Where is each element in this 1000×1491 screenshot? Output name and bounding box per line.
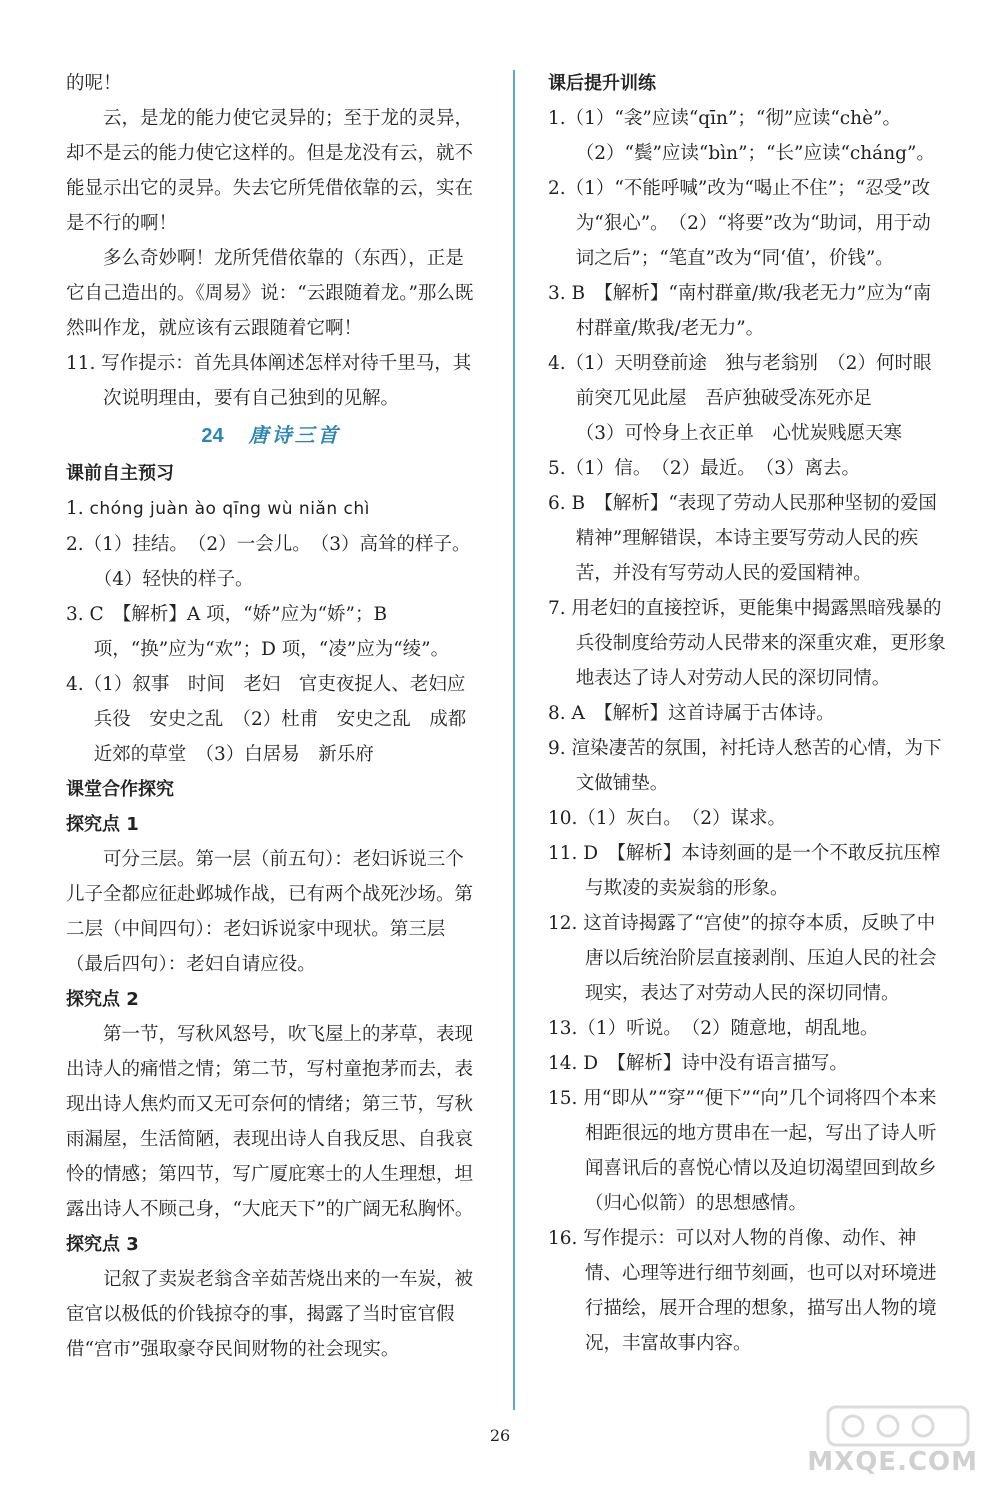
right-column [548, 66, 948, 1361]
answer-item: 4.（1）叙事 时间 老妇 官吏夜捉人、老妇应兵役 安史之乱 （2）杜甫 安史之乱 成都近郊的草堂 （3）白居易 新乐府 [66, 674, 467, 765]
answer-item: 11. 写作提示：首先具体阐述怎样对待千里马，其次说明理由，要有自己独到的见解。 [66, 353, 472, 409]
subsection-heading: 探究点 3 [66, 1234, 139, 1255]
paragraph: 云，是龙的能力使它灵异的；至于龙的灵异，却不是云的能力使它这样的。但是龙没有云，就不能显示出它的灵异。失去它所凭借依靠的云，实在是不行的啊！ [66, 108, 474, 234]
answer-item: 2.（1）挂结。 （2）一会儿。 （3）高耸的样子。 （4）轻快的样子。 [66, 534, 480, 590]
subsection-heading: 探究点 2 [66, 989, 139, 1010]
answer-subitem: （3）可怜身上衣正单 心忧炭贱愿天寒 [575, 423, 903, 444]
lesson-heading [66, 418, 476, 454]
answer-item: 7. 用老妇的直接控诉，更能集中揭露黑暗残暴的兵役制度给劳动人民带来的深重灾难，更形象地表达了诗人对劳动人民的深切同情。 [548, 598, 946, 689]
subsection-heading: 探究点 1 [66, 814, 139, 835]
text-line: 的呢！ [66, 73, 122, 94]
answer-item: 9. 渲染凄苦的氛围，衬托诗人愁苦的心情，为下文做铺垫。 [548, 738, 942, 794]
answer-item: 5.（1）信。 （2）最近。 （3）离去。 [548, 458, 860, 479]
answer-item: 8. A 【解析】这首诗属于古体诗。 [548, 703, 835, 724]
pinyin-answers: chóng juàn ào qīng wù niǎn chì [89, 499, 370, 519]
answer-item: 1.（1）“衾”应读“qīn”；“彻”应读“chè”。 [548, 108, 901, 129]
answer-item: 15. 用“即从”“穿”“便下”“向”几个词将四个本来相距很远的地方贯串在一起，写出了诗人听闻喜讯后的喜悦心情以及迫切渴望回到故乡（归心似箭）的思想感情。 [548, 1088, 937, 1214]
answer-item: 3. B 【解析】“南村群童/欺/我老无力”应为“南村群童/欺我/老无力”。 [548, 283, 932, 339]
lesson-title: 唐诗三首 [248, 423, 341, 447]
lesson-number: 24 [201, 425, 224, 447]
left-column [66, 66, 480, 1367]
page-number: 26 [489, 1426, 511, 1445]
paragraph: 第一节，写秋风怒号，吹飞屋上的茅草，表现出诗人的痛惜之情；第二节，写村童抱茅而去，表现出诗人焦灼而又无可奈何的情绪；第三节，写秋雨漏屋，生活简陋，表现出诗人自我反思、自我哀怜的情感；第四节，写广厦庇寒士的人生理想，坦露出诗人不顾己身，“大庇天下”的广阔无私胸怀。 [66, 1024, 474, 1220]
answer-item: 6. B 【解析】“表现了劳动人民那种坚韧的爱国精神”理解错误，本诗主要写劳动人民的疾苦，并没有写劳动人民的爱国精神。 [548, 493, 937, 584]
answer-item: 3. C 【解析】A 项，“娇”应为“娇”；B 项，“换”应为“欢”；D 项，“凌”应为“绫”。 [66, 604, 450, 660]
answer-item: 11. D 【解析】本诗刻画的是一个不敢反抗压榨与欺凌的卖炭翁的形象。 [548, 843, 941, 899]
answer-item: 13.（1）听说。 （2）随意地，胡乱地。 [548, 1018, 879, 1039]
section-heading: 课后提升训练 [548, 73, 656, 94]
item-number: 1. [66, 498, 84, 519]
section-heading: 课堂合作探究 [66, 779, 174, 800]
paragraph: 多么奇妙啊！龙所凭借依靠的（东西），正是它自己造出的。《周易》说：“云跟随着龙。”那么既然叫作龙，就应该有云跟随着它啊！ [66, 248, 474, 339]
paragraph: 可分三层。第一层（前五句）：老妇诉说三个儿子全都应征赴邺城作战，已有两个战死沙场。第二层（中间四句）：老妇诉说家中现状。第三层（最后四句）：老妇自请应役。 [66, 849, 474, 975]
answer-item [66, 491, 476, 527]
answer-subitem: （2）“鬓”应读“bìn”；“长”应读“cháng”。 [575, 143, 935, 164]
answer-item: 10.（1）灰白。 （2）谋求。 [548, 808, 786, 829]
answer-item: 2.（1）“不能呼喊”改为“喝止不住”；“忍受”改为“狠心”。 （2）“将要”改为“助词，用于动词之后”；“笔直”改为“同‘值’，价钱”。 [548, 178, 931, 269]
section-heading: 课前自主预习 [66, 463, 174, 484]
answer-item: 14. D 【解析】诗中没有语言描写。 [548, 1053, 848, 1074]
watermark-text: MXQE.COM [807, 1447, 978, 1477]
answer-item: 12. 这首诗揭露了“宫使”的掠夺本质，反映了中唐以后统治阶层直接剥削、压迫人民的社会现实，表达了对劳动人民的深切同情。 [548, 913, 937, 1004]
paragraph: 记叙了卖炭老翁含辛茹苦烧出来的一车炭，被宦官以极低的价钱掠夺的事，揭露了当时宦官假借“宫市”强取豪夺民间财物的社会现实。 [66, 1269, 474, 1360]
answer-item: 4.（1）天明登前途 独与老翁别 （2）何时眼前突兀见此屋 吾庐独破受冻死亦足 [548, 353, 932, 409]
column-divider [513, 70, 515, 1410]
answer-item: 16. 写作提示：可以对人物的肖像、动作、神情、心理等进行细节刻画，也可以对环境进行描绘，展开合理的想象，描写出人物的境况，丰富故事内容。 [548, 1228, 937, 1354]
